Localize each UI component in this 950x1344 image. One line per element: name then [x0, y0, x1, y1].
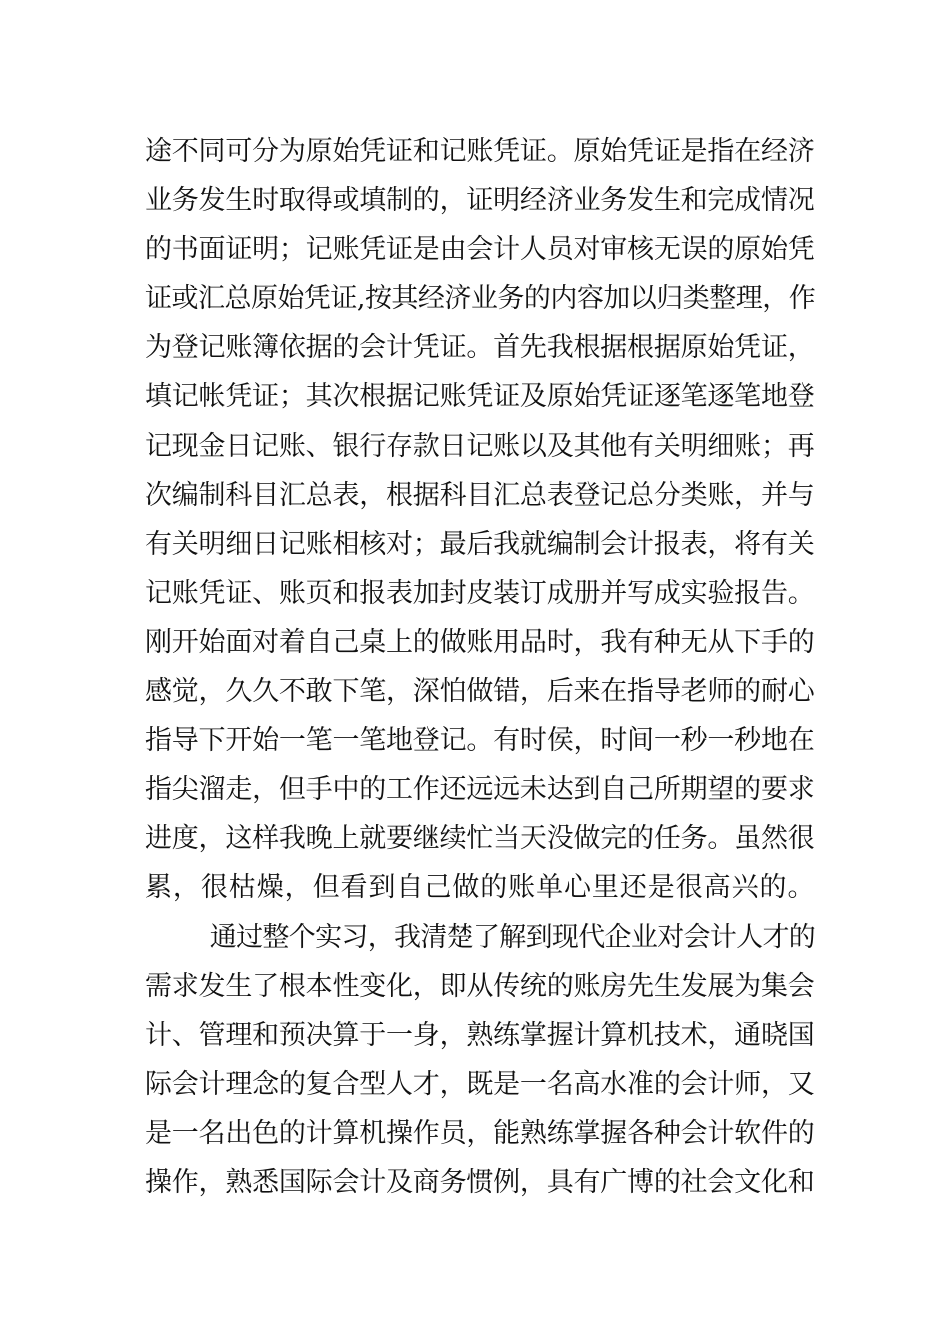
- text-line: 次编制科目汇总表，根据科目汇总表登记总分类账，并与: [145, 479, 815, 511]
- text-line: 填记帐凭证；其次根据记账凭证及原始凭证逐笔逐笔地登: [145, 381, 815, 413]
- text-line: 累，很枯燥，但看到自己做的账单心里还是很高兴的。: [145, 872, 816, 904]
- body-text: [145, 127, 815, 1207]
- text-line: 途不同可分为原始凭证和记账凭证。原始凭证是指在经济: [145, 136, 815, 167]
- text-line: 指导下开始一笔一笔地登记。有时侯，时间一秒一秒地在: [145, 725, 815, 757]
- text-line: 业务发生时取得或填制的，证明经济业务发生和完成情况: [145, 185, 815, 217]
- text-line: 操作，熟悉国际会计及商务惯例，具有广博的社会文化和: [145, 1166, 815, 1198]
- text-line: 感觉，久久不敢下笔，深怕做错，后来在指导老师的耐心: [145, 676, 815, 708]
- text-line: 通过整个实习，我清楚了解到现代企业对会计人才的: [209, 921, 816, 953]
- text-line: 记账凭证、账页和报表加封皮装订成册并写成实验报告。: [145, 577, 815, 609]
- text-line: 证或汇总原始凭证,按其经济业务的内容加以归类整理，作: [145, 283, 816, 315]
- text-line: 计、管理和预决算于一身，熟练掌握计算机技术，通晓国: [145, 1019, 815, 1051]
- text-line: 有关明细日记账相核对；最后我就编制会计报表，将有关: [145, 528, 815, 560]
- text-line: 的书面证明；记账凭证是由会计人员对审核无误的原始凭: [145, 234, 815, 266]
- text-line: 为登记账簿依据的会计凭证。首先我根据根据原始凭证，: [145, 332, 815, 364]
- text-line: 是一名出色的计算机操作员，能熟练掌握各种会计软件的: [145, 1117, 815, 1149]
- text-line: 记现金日记账、银行存款日记账以及其他有关明细账；再: [145, 430, 815, 462]
- text-line: 进度，这样我晚上就要继续忙当天没做完的任务。虽然很: [145, 823, 815, 855]
- text-line: 刚开始面对着自己桌上的做账用品时，我有种无从下手的: [145, 626, 815, 658]
- text-line: 际会计理念的复合型人才，既是一名高水准的会计师，又: [145, 1068, 815, 1100]
- text-line: 指尖溜走，但手中的工作还远远未达到自己所期望的要求: [145, 774, 815, 806]
- text-line: 需求发生了根本性变化，即从传统的账房先生发展为集会: [145, 970, 815, 1002]
